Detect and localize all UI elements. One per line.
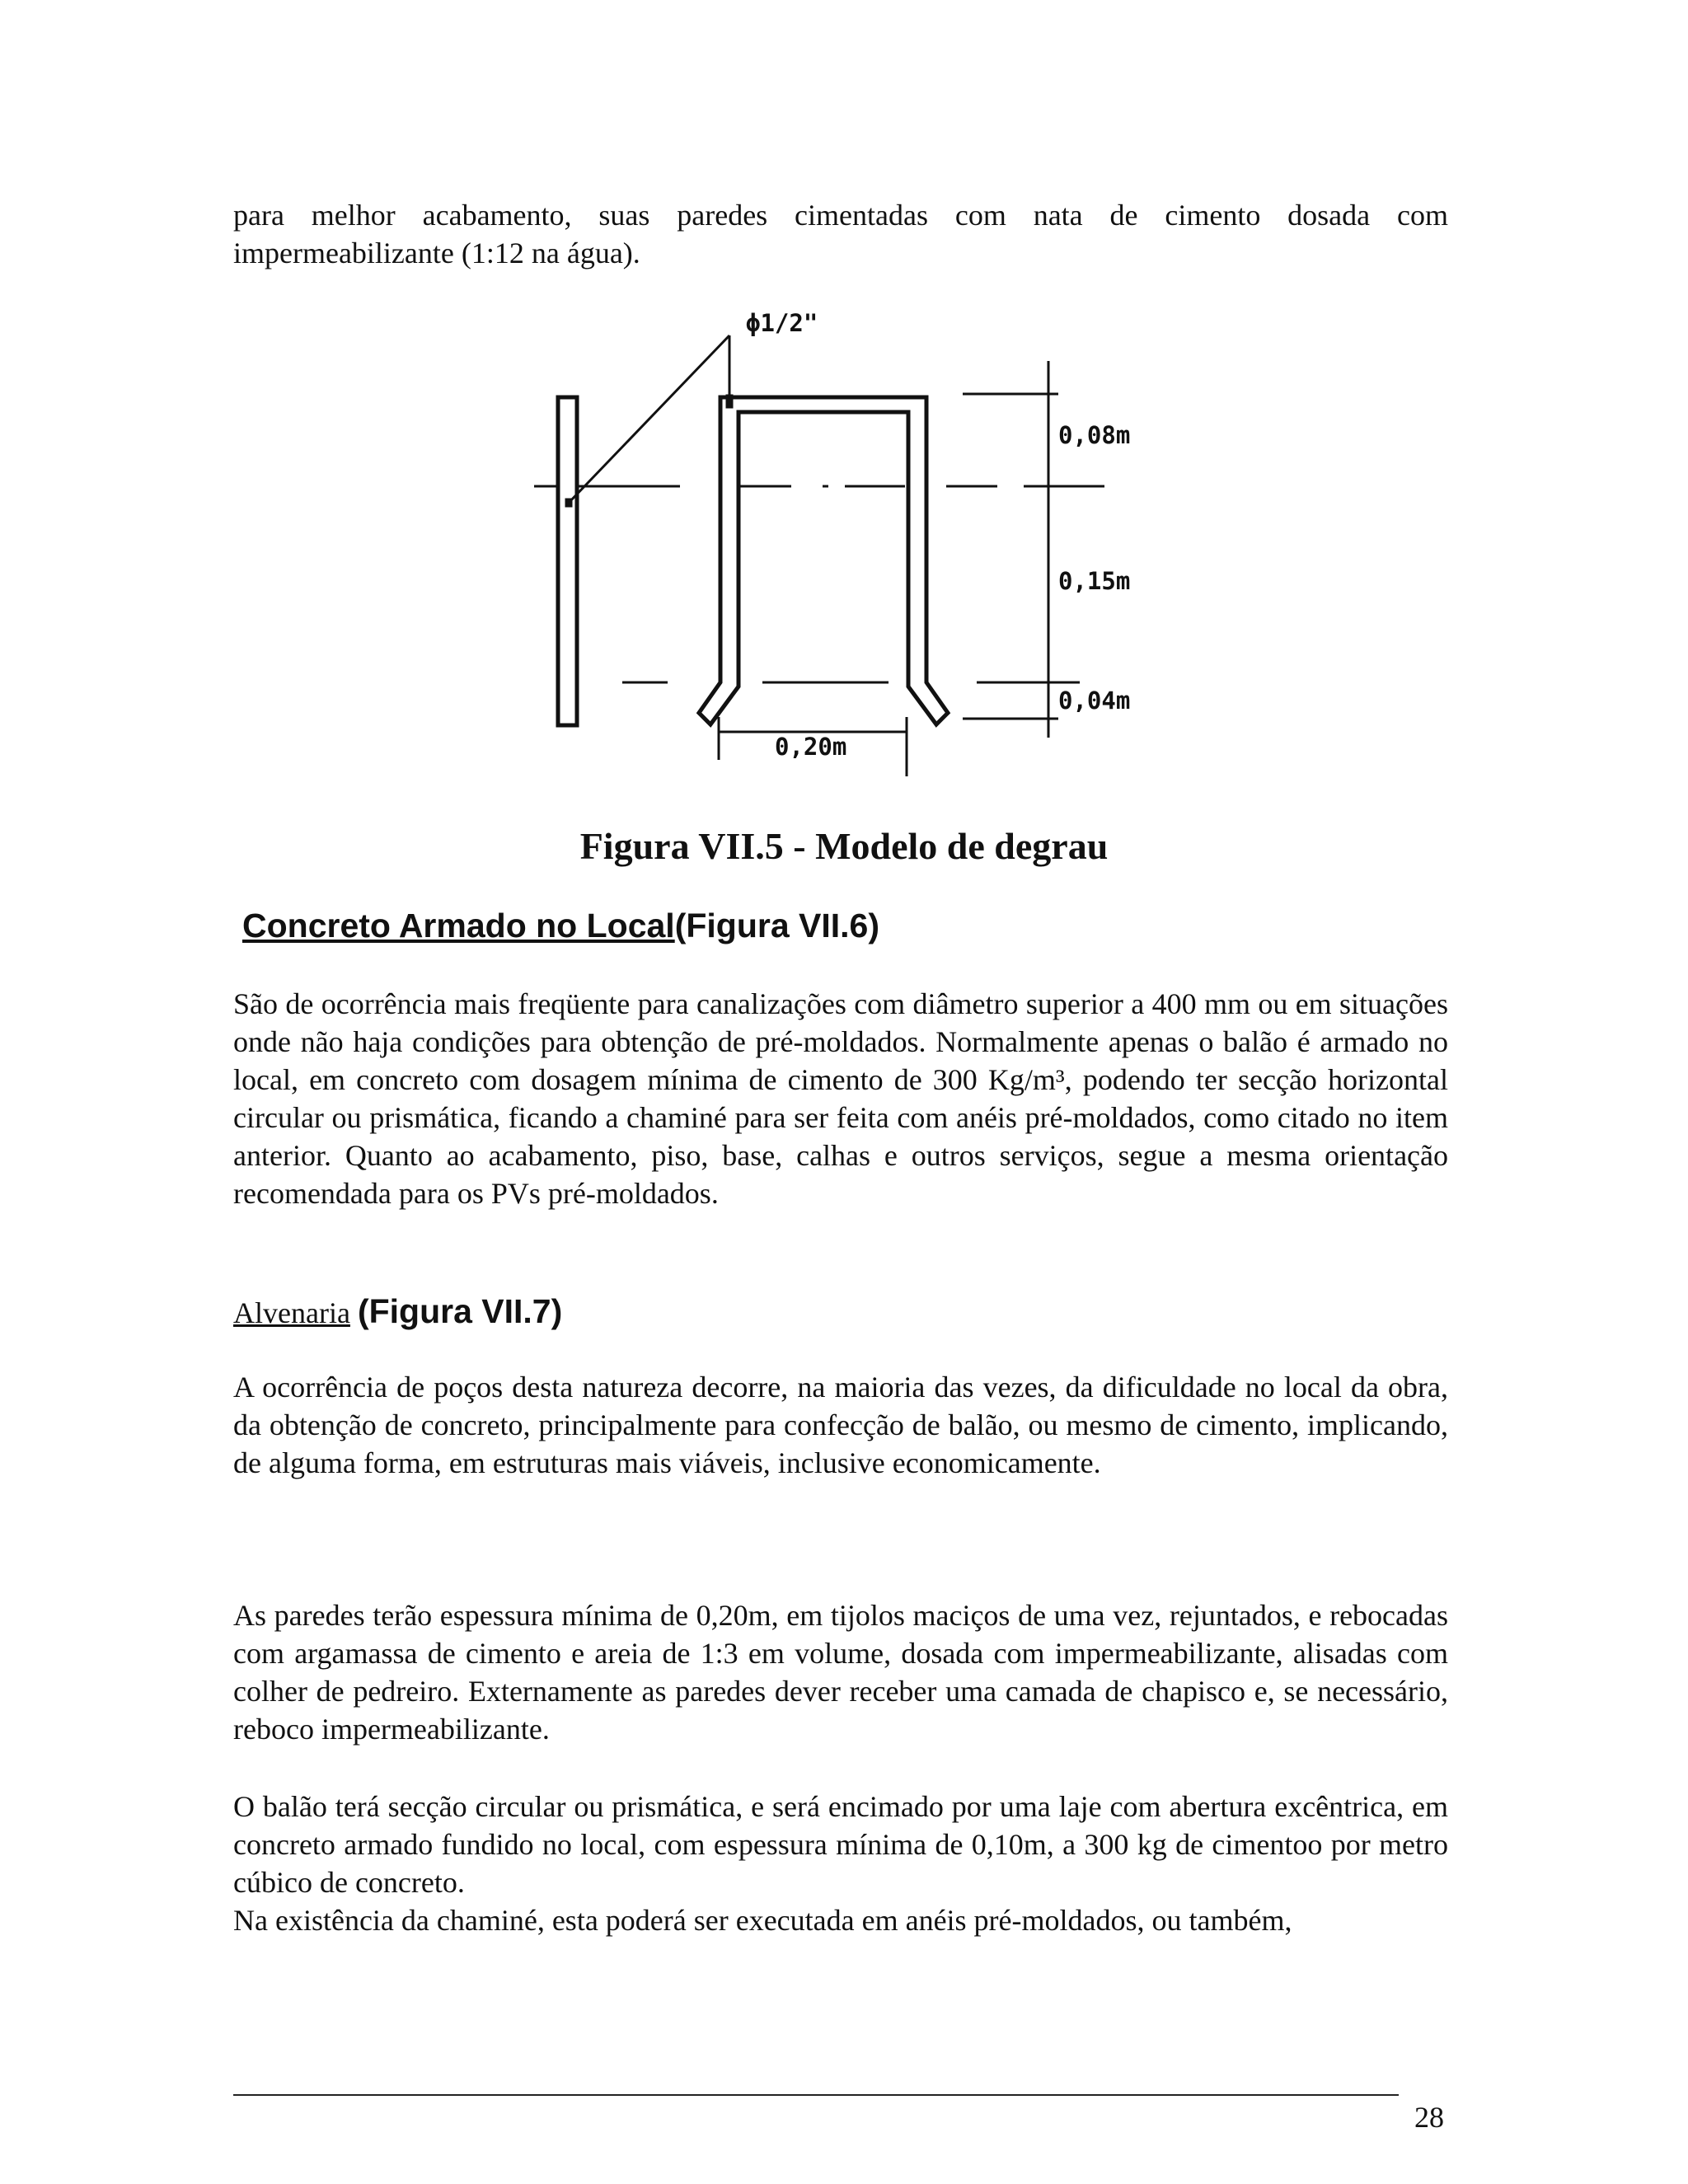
alvenaria-paragraph-3: O balão terá secção circular ou prismática, e será encimado por uma laje com abertura excêntrica, em concreto armado fundido no local, com espessura mínima de 0,10m, a 300 kg de cimentoo por metro cúbico de concreto. <box>233 1790 1448 1899</box>
section-heading-alvenaria <box>233 1292 562 1331</box>
dim-mid-label: 0,15m <box>1058 567 1131 595</box>
concreto-paragraph: São de ocorrência mais freqüente para canalizações com diâmetro superior a 400 mm ou em situações onde não haja condições para obtenção de pré-moldados. Normalmente apenas o balão é armado no local, em concreto com dosagem mínima de cimento de 300 Kg/m³, podendo ter secção horizontal circular ou prismática, ficando a chaminé para ser feita com anéis pré-moldados, como citado no item anterior. Quanto ao acabamento, piso, base, calhas e outros serviços, segue a mesma orientação recomendada para os PVs pré-moldados. <box>233 987 1448 1210</box>
wall-bar <box>558 397 577 725</box>
dim-bottom-label: 0,04m <box>1058 687 1131 715</box>
section-heading-concreto <box>242 907 879 945</box>
step-rod <box>699 397 948 724</box>
heading-alvenaria-title: Alvenaria <box>233 1296 350 1329</box>
heading-concreto-title: Concreto Armado no Local <box>242 907 675 944</box>
bar-diameter-label: ϕ1/2" <box>746 309 818 337</box>
alvenaria-paragraph-1: A ocorrência de poços desta natureza decorre, na maioria das vezes, da dificuldade no local da obra, da obtenção de concreto, principalmente para confecção de balão, ou mesmo de cimento, implicando, de alguma forma, em estruturas mais viáveis, inclusive economicamente. <box>233 1371 1448 1479</box>
figure-caption: Figura VII.5 - Modelo de degrau <box>579 825 1109 867</box>
heading-concreto-ref: (Figura VII.6) <box>674 907 880 944</box>
heading-alvenaria-ref: (Figura VII.7) <box>357 1292 563 1330</box>
alvenaria-paragraph-4: Na existência da chaminé, esta poderá ser executada em anéis pré-moldados, ou também, <box>233 1904 1292 1937</box>
dim-width-label: 0,20m <box>775 733 847 761</box>
dim-top-label: 0,08m <box>1058 421 1131 449</box>
intro-paragraph: para melhor acabamento, suas paredes cimentadas com nata de cimento dosada com impermeabilizante (1:12 na água). <box>233 199 1448 269</box>
leader-line <box>569 335 729 503</box>
alvenaria-paragraph-2: As paredes terão espessura mínima de 0,20m, em tijolos maciços de uma vez, rejuntados, e rebocadas com argamassa de cimento e areia de 1:3 em volume, dosada com impermeabilizante, alisadas com colher de pedreiro. Externamente as paredes dever receber uma camada de chapisco e, se necessário, reboco impermeabilizante. <box>233 1599 1448 1746</box>
step-model-figure <box>511 297 1236 791</box>
footer-rule <box>233 2094 1399 2096</box>
page-number: 28 <box>1414 2101 1444 2134</box>
